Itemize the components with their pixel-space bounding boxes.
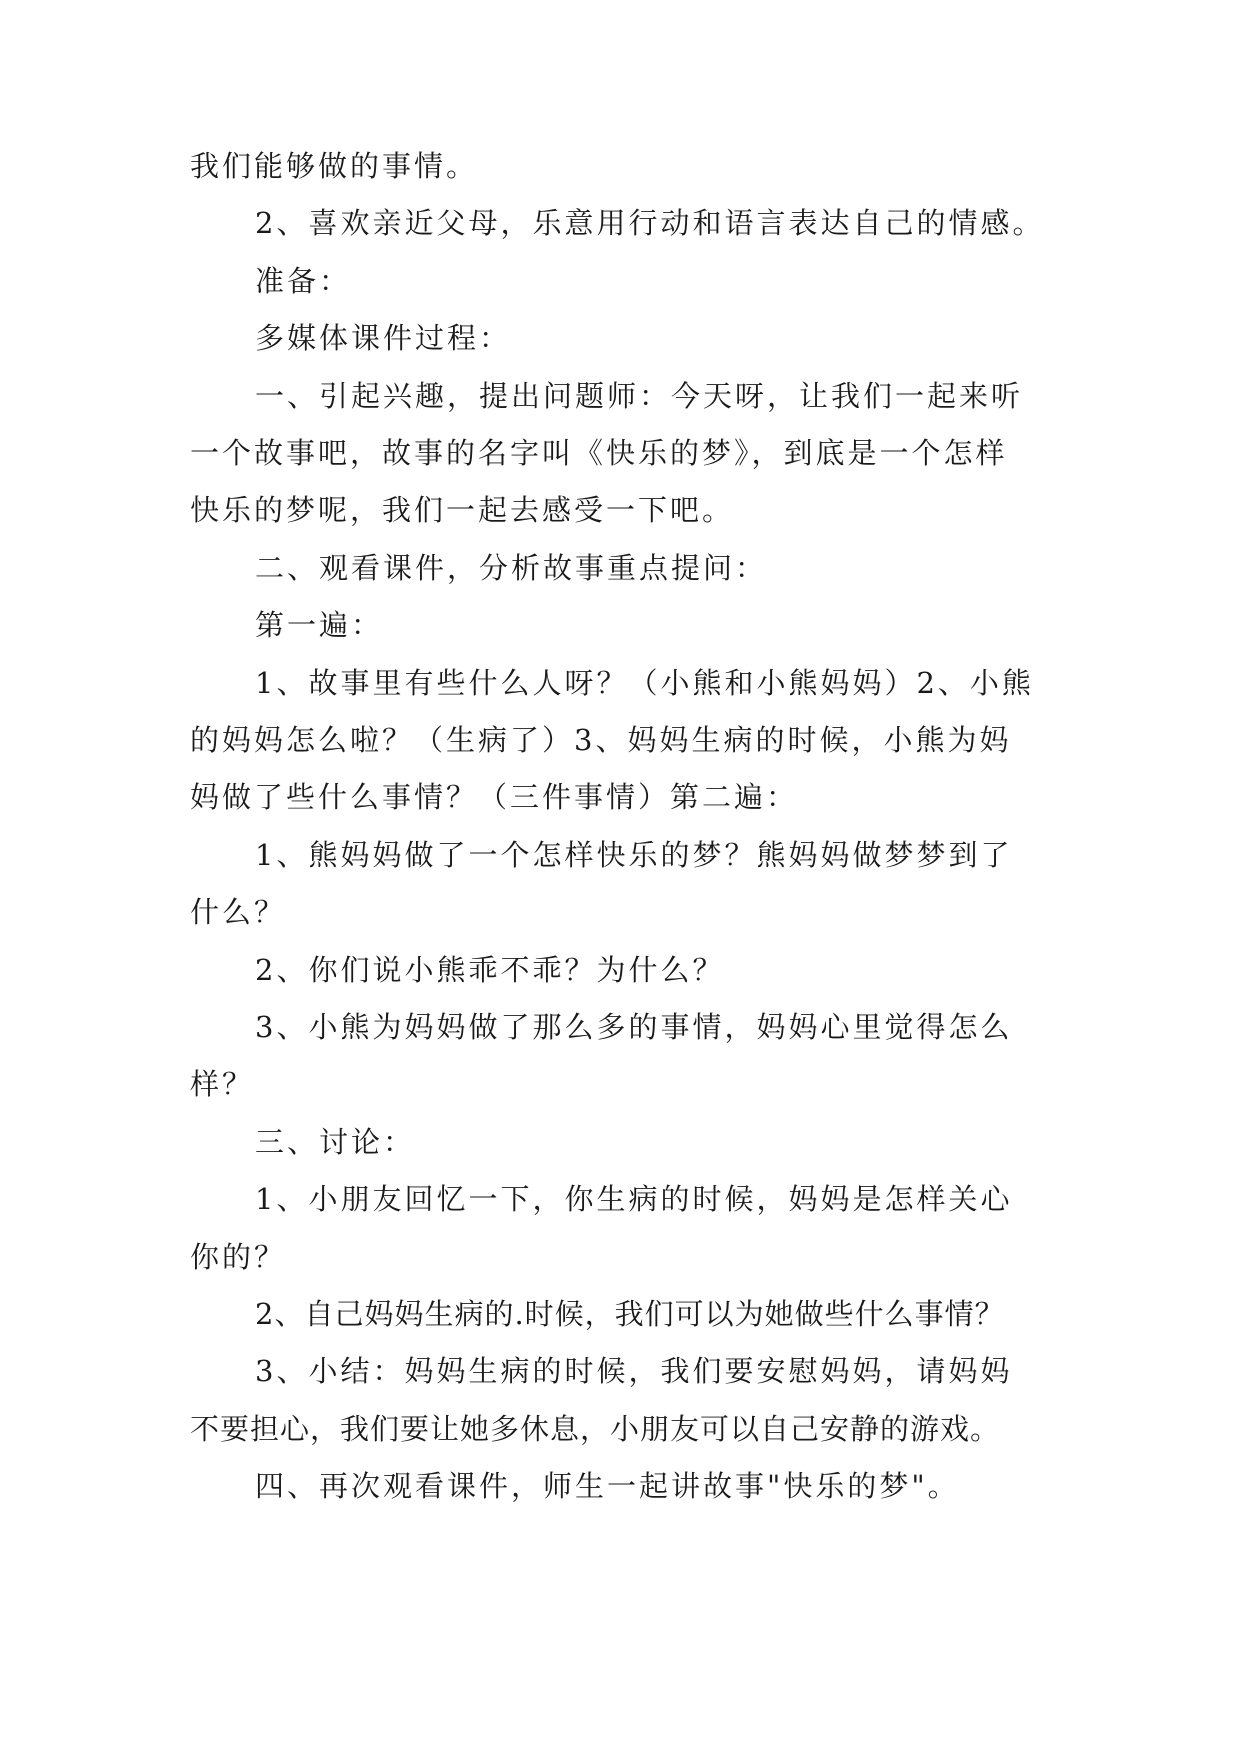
text-line: 什么？ [190, 895, 287, 929]
text-line: 2、自己妈妈生病的.时候，我们可以为她做些什么事情？ [255, 1297, 1005, 1331]
text-line: 2、喜欢亲近父母，乐意用行动和语言表达自己的情感。 [255, 206, 1045, 240]
text-line: 3、小熊为妈妈做了那么多的事情，妈妈心里觉得怎么 [255, 1010, 1013, 1044]
text-line: 一个故事吧，故事的名字叫《快乐的梦》，到底是一个怎样 [190, 436, 1008, 470]
text-line: 1、故事里有些什么人呀？（小熊和小熊妈妈）2、小熊 [255, 666, 1034, 700]
text-line: 样？ [190, 1067, 255, 1101]
text-line: 你的？ [190, 1240, 287, 1274]
text-line: 二、观看课件，分析故事重点提问： [255, 551, 768, 585]
text-line: 3、小结：妈妈生病的时候，我们要安慰妈妈，请妈妈 [255, 1354, 1013, 1388]
text-line: 不要担心，我们要让她多休息，小朋友可以自己安静的游戏。 [190, 1412, 1001, 1446]
text-line: 多媒体课件过程： [255, 321, 512, 355]
text-line: 第一遍： [255, 608, 384, 642]
text-line: 快乐的梦呢，我们一起去感受一下吧。 [190, 493, 735, 527]
text-line: 四、再次观看课件，师生一起讲故事"快乐的梦"。 [255, 1469, 960, 1503]
text-line: 的妈妈怎么啦？（生病了）3、妈妈生病的时候，小熊为妈 [190, 723, 1012, 757]
text-line: 1、小朋友回忆一下，你生病的时候，妈妈是怎样关心 [255, 1182, 1013, 1216]
text-line: 妈做了些什么事情？（三件事情）第二遍： [190, 780, 799, 814]
text-line: 准备： [255, 264, 352, 298]
text-line: 1、熊妈妈做了一个怎样快乐的梦？熊妈妈做梦梦到了 [255, 838, 1013, 872]
text-line: 我们能够做的事情。 [190, 149, 479, 183]
text-line: 2、你们说小熊乖不乖？为什么？ [255, 953, 725, 987]
text-line: 三、讨论： [255, 1125, 416, 1159]
text-line: 一、引起兴趣，提出问题师：今天呀，让我们一起来听 [255, 379, 1024, 413]
